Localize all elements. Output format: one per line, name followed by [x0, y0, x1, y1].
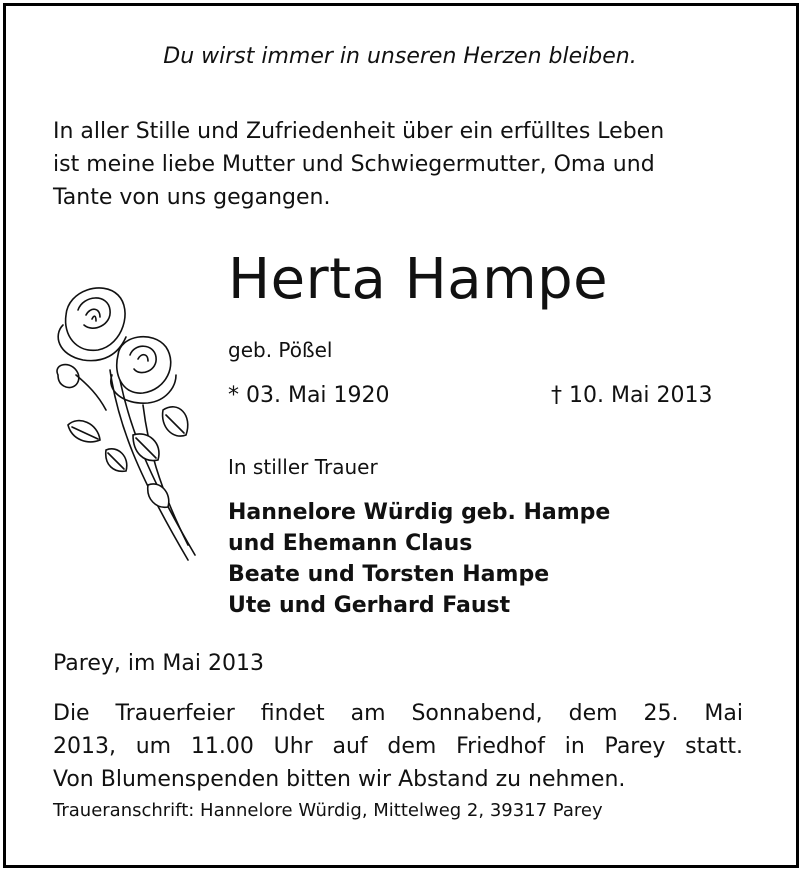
rose-icon: [48, 275, 198, 570]
mourning-address: Traueranschrift: Hannelore Würdig, Mittelweg 2, 39317 Parey: [53, 800, 603, 821]
mourner-line: Beate und Torsten Hampe: [228, 562, 550, 587]
place-date: Parey, im Mai 2013: [53, 651, 264, 676]
death-date: † 10. Mai 2013: [551, 383, 713, 408]
mourner-line: Hannelore Würdig geb. Hampe: [228, 500, 611, 525]
mourners-list: [228, 497, 610, 621]
service-info: [53, 697, 743, 796]
service-line: Von Blumenspenden bitten wir Abstand zu nehmen.: [53, 767, 626, 792]
maiden-name: geb. Pößel: [228, 338, 333, 362]
deceased-name: Herta Hampe: [228, 247, 609, 312]
intro-line: Tante von uns gegangen.: [53, 185, 331, 210]
intro-line: In aller Stille und Zufriedenheit über ein erfülltes Leben: [53, 119, 665, 144]
mourning-label: In stiller Trauer: [228, 455, 378, 479]
mourner-line: Ute und Gerhard Faust: [228, 593, 511, 618]
service-line: Die Trauerfeier findet am Sonnabend, dem 25. Mai: [53, 701, 743, 726]
mourner-line: und Ehemann Claus: [228, 531, 473, 556]
motto: Du wirst immer in unseren Herzen bleiben.: [163, 44, 637, 69]
intro-line: ist meine liebe Mutter und Schwiegermutter, Oma und: [53, 152, 655, 177]
intro-text: [53, 115, 753, 214]
birth-date: * 03. Mai 1920: [228, 383, 390, 408]
service-line: 2013, um 11.00 Uhr auf dem Friedhof in Parey statt.: [53, 734, 743, 759]
